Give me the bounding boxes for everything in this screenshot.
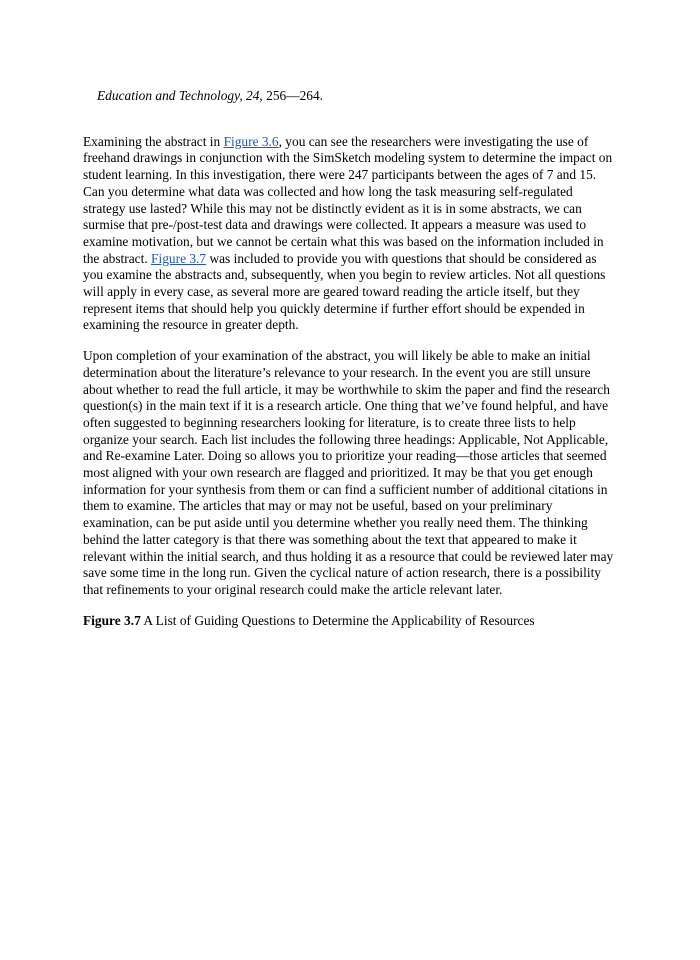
figure-3-6-link[interactable]: Figure 3.6 — [223, 133, 279, 149]
reference-citation — [97, 88, 617, 105]
paragraph-abstract-examination — [83, 134, 617, 334]
figure-caption-text: A List of Guiding Questions to Determine the Applicability of Resources — [140, 612, 535, 628]
journal-title: Education and Technology, 24 — [97, 88, 260, 103]
figure-3-7-caption — [83, 613, 617, 630]
p1-text-b: , you can see the researchers were investigating the use of freehand drawings in conjunction with the SimSketch modeling system to determine the impact on student learning. In this investigation, there were 247 participants between the ages of 7 and 15. Can you determine what data was collected and how long the task measuring self-regulated strategy use lasted? While this may not be distinctly evident as it is in some abstracts, we can surmise that pre-/post-test data and drawings were collected. It appears a measure was used to examine motivation, but we cannot be certain what this was based on the information included in the abstract. — [83, 133, 613, 266]
citation-pages: , 256—264. — [259, 88, 324, 103]
p1-text-a: Examining the abstract in — [83, 133, 224, 149]
figure-3-7-link[interactable]: Figure 3.7 — [151, 250, 207, 266]
p1-text-c: was included to provide you with questions that should be considered as you examine the abstracts and, subsequently, when you begin to review articles. Not all questions will apply in every case, as several more are geared toward reading the article itself, but they represent items that should help you quickly determine if further effort should be expended in examining the resource in greater depth. — [83, 250, 606, 333]
paragraph-three-lists: Upon completion of your examination of the abstract, you will likely be able to make an initial determination about the literature’s relevance to your research. In the event you are still unsure about whether to read the full article, it may be worthwhile to skim the paper and find the research question(s) in the main text if it is a research article. One thing that we’ve found helpful, and have often suggested to beginning researchers looking for literature, is to create three lists to help organize your search. Each list includes the following three headings: Applicable, Not Applicable, and Re-examine Later. Doing so allows you to prioritize your reading—those articles that seemed most aligned with your own research are flagged and prioritized. It may be that you get enough information for your synthesis from them or can find a sufficient number of additional citations in them to examine. The articles that may or may not be useful, based on your preliminary examination, can be put aside until you determine whether you really need them. The thinking behind the latter category is that there was something about the text that appeared to make it relevant within the initial search, and thus holding it as a resource that could be reviewed later may save some time in the long run. Given the cyclical nature of action research, there is a possibility that refinements to your original research could make the article relevant later. — [83, 348, 614, 597]
figure-caption-label: Figure 3.7 — [83, 612, 141, 628]
